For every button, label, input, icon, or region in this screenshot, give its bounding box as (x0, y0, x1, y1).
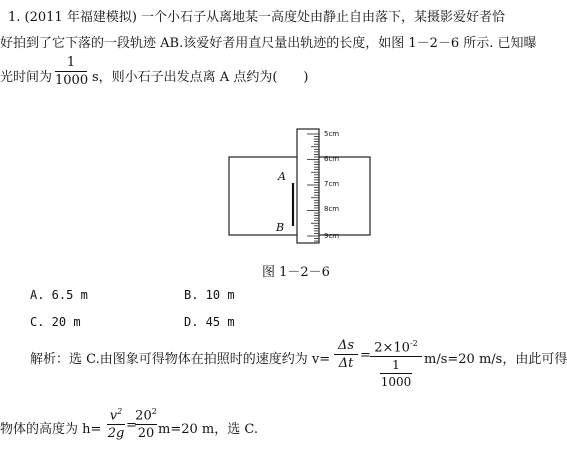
question-line-3-pre: 光时间为 (0, 70, 53, 85)
delta-s: Δs (337, 338, 355, 353)
twenty-squared: $20^2$ (135, 407, 157, 424)
twenty-denominator: 20 (137, 426, 155, 442)
solution-line-1-post: m/s=20 m/s，由此可得 (424, 352, 567, 367)
question-line-1: 1. (2011 年福建模拟) 一个小石子从离地某一高度处由静止自由落下，某摄影爱好者恰 (8, 10, 506, 25)
option-b: B. 10 m (184, 288, 235, 302)
v-squared: $v^2$ (109, 407, 123, 424)
label-b: B (276, 221, 285, 234)
inner-fraction: 1 1000 (380, 358, 412, 390)
equals-sign-1: = (360, 348, 371, 363)
value-fraction (370, 336, 422, 389)
tick-label-8: 8cm (324, 205, 340, 213)
solution-line-2-post: m=20 m，选 C. (158, 422, 258, 437)
tick-label-7: 7cm (324, 180, 340, 188)
value-numerator: $2\times 10^{-2}$ (374, 339, 418, 356)
solution-line-1-pre: 解析：选 C.由图象可得物体在拍照时的速度约为 v= (30, 352, 331, 367)
solution-line-2-pre: 物体的高度为 h= (0, 422, 102, 437)
two-g: 2g (107, 426, 125, 442)
delta-t: Δt (338, 356, 354, 371)
velocity-fraction (334, 338, 358, 371)
tick-label-6: 6cm (324, 155, 340, 163)
tick-label-5: 5cm (324, 130, 340, 138)
question-line-3-post: s，则小石子出发点离 A 点约为( ) (92, 70, 309, 85)
exposure-numerator: 1 (66, 55, 76, 70)
tick-label-9: 9cm (324, 232, 340, 240)
question-line-2: 好拍到了它下落的一段轨迹 AB.该爱好者用直尺量出轨迹的长度，如图 1－2－6 所示. 已知曝 (0, 36, 537, 51)
height-fraction-2 (135, 404, 157, 441)
option-c: C. 20 m (30, 315, 81, 329)
exposure-denominator: 1000 (55, 73, 89, 88)
label-a: A (278, 170, 286, 183)
option-a: A. 6.5 m (30, 288, 88, 302)
height-fraction-1 (107, 404, 125, 441)
option-d: D. 45 m (184, 315, 235, 329)
equals-sign-2: = (126, 418, 137, 433)
figure-caption: 图 1－2－6 (262, 265, 330, 280)
